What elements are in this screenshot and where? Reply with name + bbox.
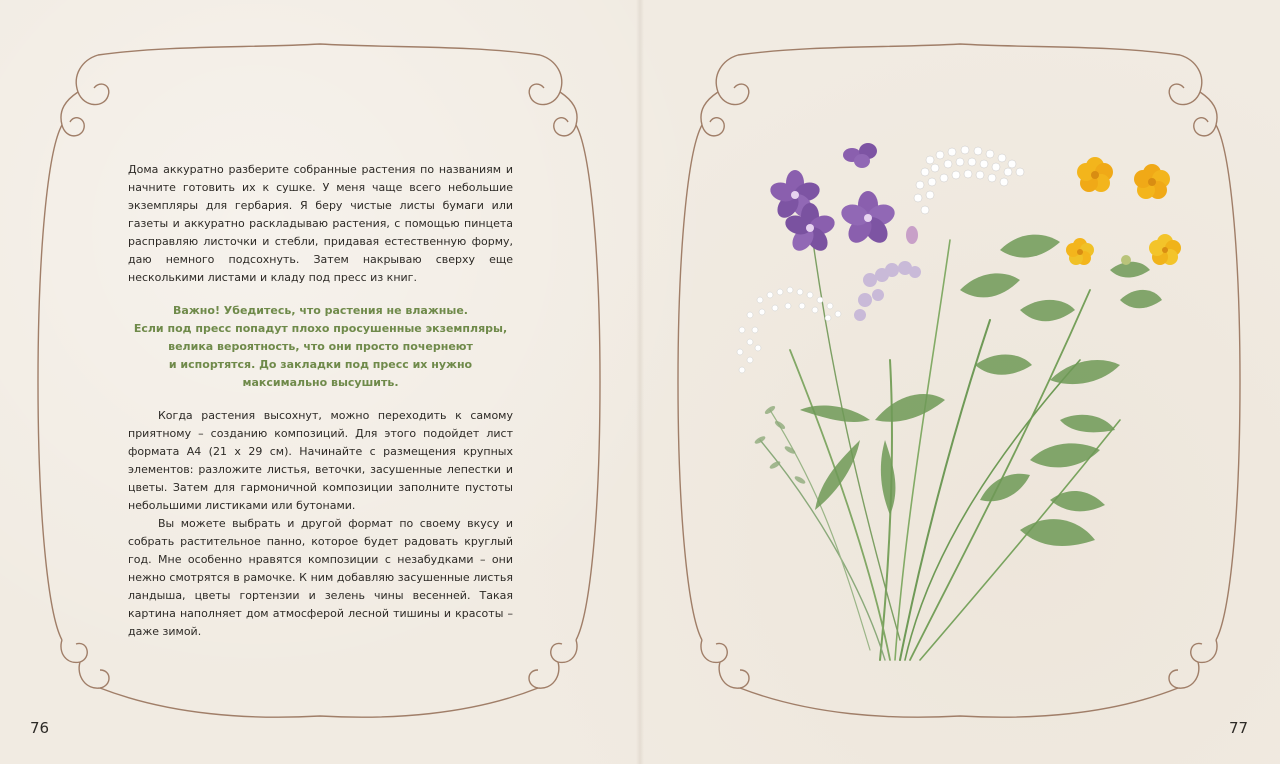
important-line: велика вероятность, что они просто почернеют [168, 340, 473, 353]
important-line: Важно! Убедитесь, что растения не влажные. [173, 304, 468, 317]
leaves-icon [800, 235, 1162, 546]
important-line: Если под пресс попадут плохо просушенные экземпляры, [133, 322, 508, 335]
paragraph-drying: Дома аккуратно разберите собранные растения по названиям и начните готовить их к сушке. У меня чаще всего небольшие экземпляры для гербария. Я беру чистые листы бумаги или газеты и аккуратно раскладываю растения, с помощью пинцета расправляю листочки и стебли, придавая естественную форму, даю немного подсохнуть. Затем накрываю сверху еще несколькими листами и кладу под пресс из книг. [128, 163, 513, 284]
buttercup-flower-icon [1066, 157, 1181, 265]
composition-paragraph-block [128, 407, 513, 641]
page-number-left: 76 [30, 719, 50, 737]
stems-icon [760, 220, 1120, 660]
page-number-right: 77 [1229, 719, 1249, 737]
paragraph-format: Вы можете выбрать и другой формат по своему вкусу и собрать растительное панно, которое будет радовать круглый год. Мне особенно нравятся композиции с незабудками – они нежно смотрятся в рамочке. К ним добавляю засушенные листья ландыша, цветы гортензии и зелень чины весенней. Такая картина наполняет дом атмосферой лесной тишины и красоты – даже зимой. [128, 517, 513, 638]
lilac-flower-icon [854, 261, 921, 321]
important-note [128, 302, 513, 392]
yarrow-flower-icon [914, 146, 1024, 214]
geranium-flower-icon [768, 143, 918, 255]
important-line: и испортятся. До закладки под пресс их нужно [168, 358, 473, 371]
wildflower-bouquet-illustration [720, 120, 1210, 680]
important-line: максимально высушить. [242, 376, 399, 389]
queen-annes-lace-icon [737, 287, 841, 373]
paragraph-composition: Когда растения высохнут, можно переходить к самому приятному – созданию композиций. Для этого подойдет лист формата А4 (21 х 29 см). Начинайте с размещения крупных элементов: разложите листья, веточки, засушенные лепестки и цветы. Затем для гармоничной композиции заполните пустоты небольшими листиками или бутонами. [128, 409, 513, 512]
intro-paragraph-block [128, 161, 513, 287]
